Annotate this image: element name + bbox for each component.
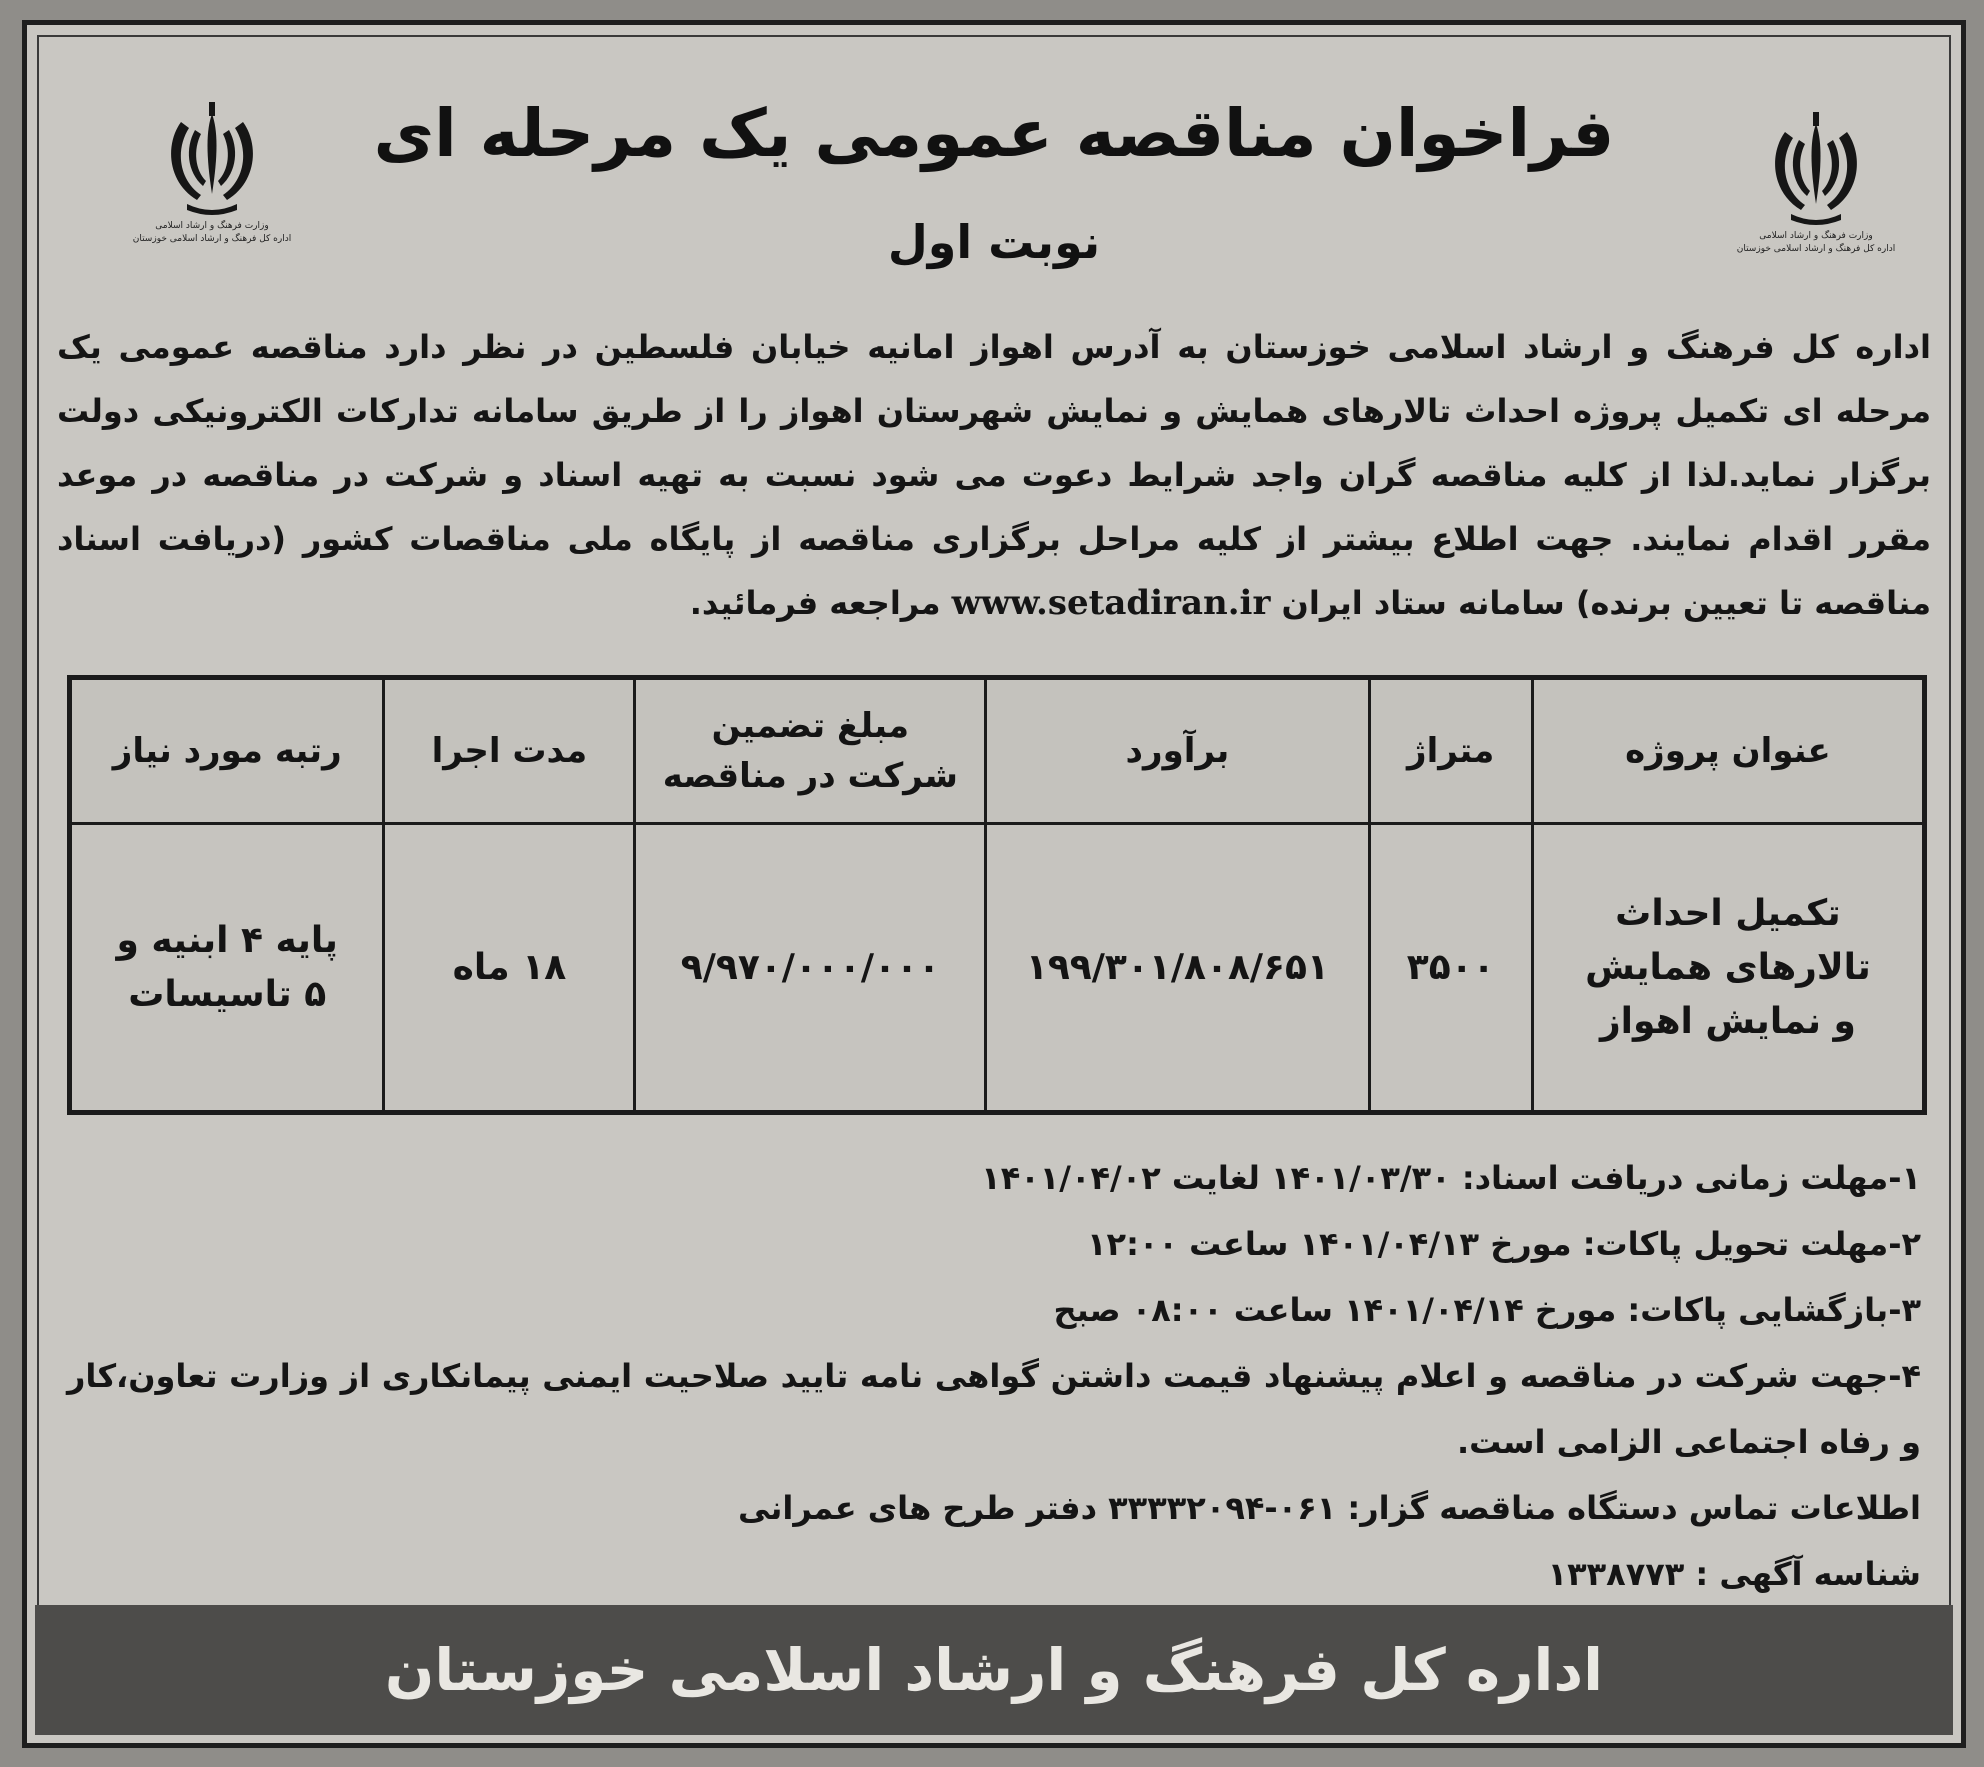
cell-estimate: ۱۹۹/۳۰۱/۸۰۸/۶۵۱ xyxy=(986,824,1369,1113)
intro-text-end: مراجعه فرمائید. xyxy=(689,584,941,622)
emblem-left-caption-2: اداره کل فرهنگ و ارشاد اسلامی خوزستان xyxy=(132,234,292,244)
cell-project-title: تکمیل احداث تالارهای همایش و نمایش اهواز xyxy=(1532,824,1924,1113)
setadiran-link[interactable]: www.setadiran.ir xyxy=(951,583,1271,623)
col-header-estimate: برآورد xyxy=(986,678,1369,824)
footer-banner: اداره کل فرهنگ و ارشاد اسلامی خوزستان xyxy=(35,1605,1953,1735)
col-header-duration: مدت اجرا xyxy=(384,678,635,824)
note-document-deadline: ۱-مهلت زمانی دریافت اسناد: ۱۴۰۱/۰۳/۳۰ لغایت ۱۴۰۱/۰۴/۰۲ xyxy=(981,1159,1921,1197)
emblem-right-caption-2: اداره کل فرهنگ و ارشاد اسلامی خوزستان xyxy=(1736,244,1896,254)
note-opening-date: ۳-بازگشایی پاکات: مورخ ۱۴۰۱/۰۴/۱۴ ساعت ۰۸:۰۰ صبح xyxy=(1053,1291,1921,1329)
col-header-grade: رتبه مورد نیاز xyxy=(70,678,384,824)
note-submission-deadline: ۲-مهلت تحویل پاکات: مورخ ۱۴۰۱/۰۴/۱۳ ساعت ۱۲:۰۰ xyxy=(1087,1225,1921,1263)
cell-area: ۳۵۰۰ xyxy=(1369,824,1532,1113)
notice-title: فراخوان مناقصه عمومی یک مرحله ای xyxy=(373,95,1615,172)
table-header-row xyxy=(70,678,1925,824)
project-table xyxy=(67,675,1927,1115)
col-header-area: متراژ xyxy=(1369,678,1532,824)
ad-identifier: شناسه آگهی : ۱۳۳۸۷۷۳ xyxy=(1547,1555,1921,1593)
intro-paragraph xyxy=(57,315,1931,635)
tender-notice-page xyxy=(22,20,1966,1748)
table-row xyxy=(70,824,1925,1113)
cell-guarantee: ۹/۹۷۰/۰۰۰/۰۰۰ xyxy=(635,824,986,1113)
col-header-project-title: عنوان پروژه xyxy=(1532,678,1924,824)
emblem-left-caption-1: وزارت فرهنگ و ارشاد اسلامی xyxy=(155,221,269,231)
cell-grade: پایه ۴ ابنیه و ۵ تاسیسات xyxy=(70,824,384,1113)
emblem-right-caption-1: وزارت فرهنگ و ارشاد اسلامی xyxy=(1759,231,1873,241)
contact-info: اطلاعات تماس دستگاه مناقصه گزار: ۰۶۱-۳۳۳۳۲۰۹۴ دفتر طرح های عمرانی xyxy=(738,1489,1921,1527)
note-safety-certificate: ۴-جهت شرکت در مناقصه و اعلام پیشنهاد قیمت داشتن گواهی نامه تایید صلاحیت ایمنی پیمانکاری از وزارت تعاون،کار و رفاه اجتماعی الزامی است. xyxy=(67,1357,1921,1461)
notice-round: نوبت اول xyxy=(887,215,1101,269)
cell-duration: ۱۸ ماه xyxy=(384,824,635,1113)
col-header-guarantee: مبلغ تضمین شرکت در مناقصه xyxy=(635,678,986,824)
intro-text: اداره کل فرهنگ و ارشاد اسلامی خوزستان به آدرس اهواز امانیه خیابان فلسطین در نظر دارد مناقصه عمومی یک مرحله ای تکمیل پروژه احداث تالارهای همایش و نمایش شهرستان اهواز را از طریق سامانه تدارکات الکترونیکی دولت برگزار نماید.لذا از کلیه مناقصه گران واجد شرایط دعوت می شود نسبت به تهیه اسناد و شرکت در مناقصه در موعد مقرر اقدام نمایند. جهت اطلاع بیشتر از کلیه مراحل برگزاری مناقصه از پایگاه ملی مناقصات کشور (دریافت اسناد مناقصه تا تعیین برنده) سامانه ستاد ایران xyxy=(57,328,1931,622)
notes-list xyxy=(67,1145,1921,1607)
